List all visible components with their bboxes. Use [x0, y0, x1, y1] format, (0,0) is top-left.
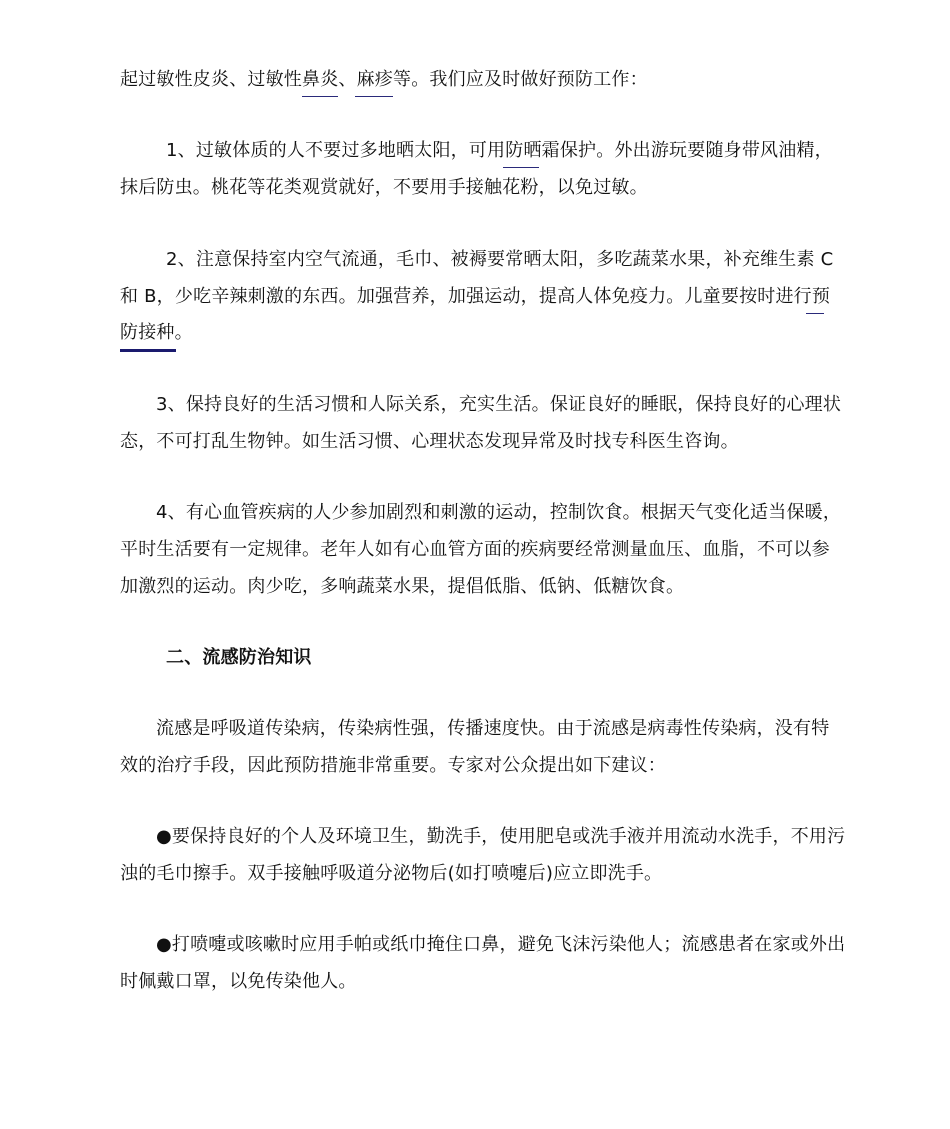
item2-line-1: 2、注意保持室内空气流通，毛巾、被褥要常晒太阳，多吃蔬菜水果，补充维生素 C	[166, 249, 834, 270]
item2-line-3: 防接种。	[120, 322, 193, 343]
intro-line-1: 起过敏性皮炎、过敏性鼻炎、麻疹等。我们应及时做好预防工作：	[120, 69, 648, 90]
link-underline-fangshaishuang[interactable]	[503, 167, 539, 168]
section-heading-flu: 二、流感防治知识	[166, 647, 312, 668]
item3-line-1: 3、保持良好的生活习惯和人际关系，充实生活。保证良好的睡眠，保持良好的心理状	[156, 394, 842, 415]
item1-line-2: 抹后防虫。桃花等花类观赏就好，不要用手接触花粉，以免过敏。	[120, 177, 648, 198]
item1-line-1: 1、过敏体质的人不要过多地晒太阳，可用防晒霜保护。外出游玩要随身带风油精，	[166, 140, 833, 161]
bullet2-line-2: 时佩戴口罩，以免传染他人。	[120, 971, 357, 992]
item4-line-1: 4、有心血管疾病的人少参加剧烈和刺激的运动，控制饮食。根据天气变化适当保暖，	[156, 502, 842, 523]
item3-line-2: 态，不可打乱生物钟。如生活习惯、心理状态发现异常及时找专科医生咨询。	[120, 431, 739, 452]
link-underline-mazhen[interactable]	[355, 96, 393, 97]
bullet1-line-2: 浊的毛巾擦手。双手接触呼吸道分泌物后(如打喷嚏后)应立即洗手。	[120, 863, 663, 884]
item4-line-3: 加激烈的运动。肉少吃，多响蔬菜水果，提倡低脂、低钠、低糖饮食。	[120, 576, 685, 597]
flu-intro-line-1: 流感是呼吸道传染病，传染病性强，传播速度快。由于流感是病毒性传染病，没有特	[156, 718, 830, 739]
flu-intro-line-2: 效的治疗手段，因此预防措施非常重要。专家对公众提出如下建议：	[120, 755, 666, 776]
link-underline-fangjiezhong[interactable]	[120, 349, 176, 352]
item4-line-2: 平时生活要有一定规律。老年人如有心血管方面的疾病要经常测量血压、血脂，不可以参	[120, 539, 830, 560]
link-underline-biyan[interactable]	[302, 96, 338, 97]
bullet2-line-1: ●打喷嚏或咳嗽时应用手帕或纸巾掩住口鼻，避免飞沫污染他人；流感患者在家或外出	[156, 934, 846, 955]
item2-line-2: 和 B，少吃辛辣刺激的东西。加强营养，加强运动，提高人体免疫力。儿童要按时进行预	[120, 286, 831, 307]
link-underline-yu[interactable]	[806, 313, 824, 314]
bullet1-line-1: ●要保持良好的个人及环境卫生，勤洗手，使用肥皂或洗手液并用流动水洗手，不用污	[156, 826, 846, 847]
